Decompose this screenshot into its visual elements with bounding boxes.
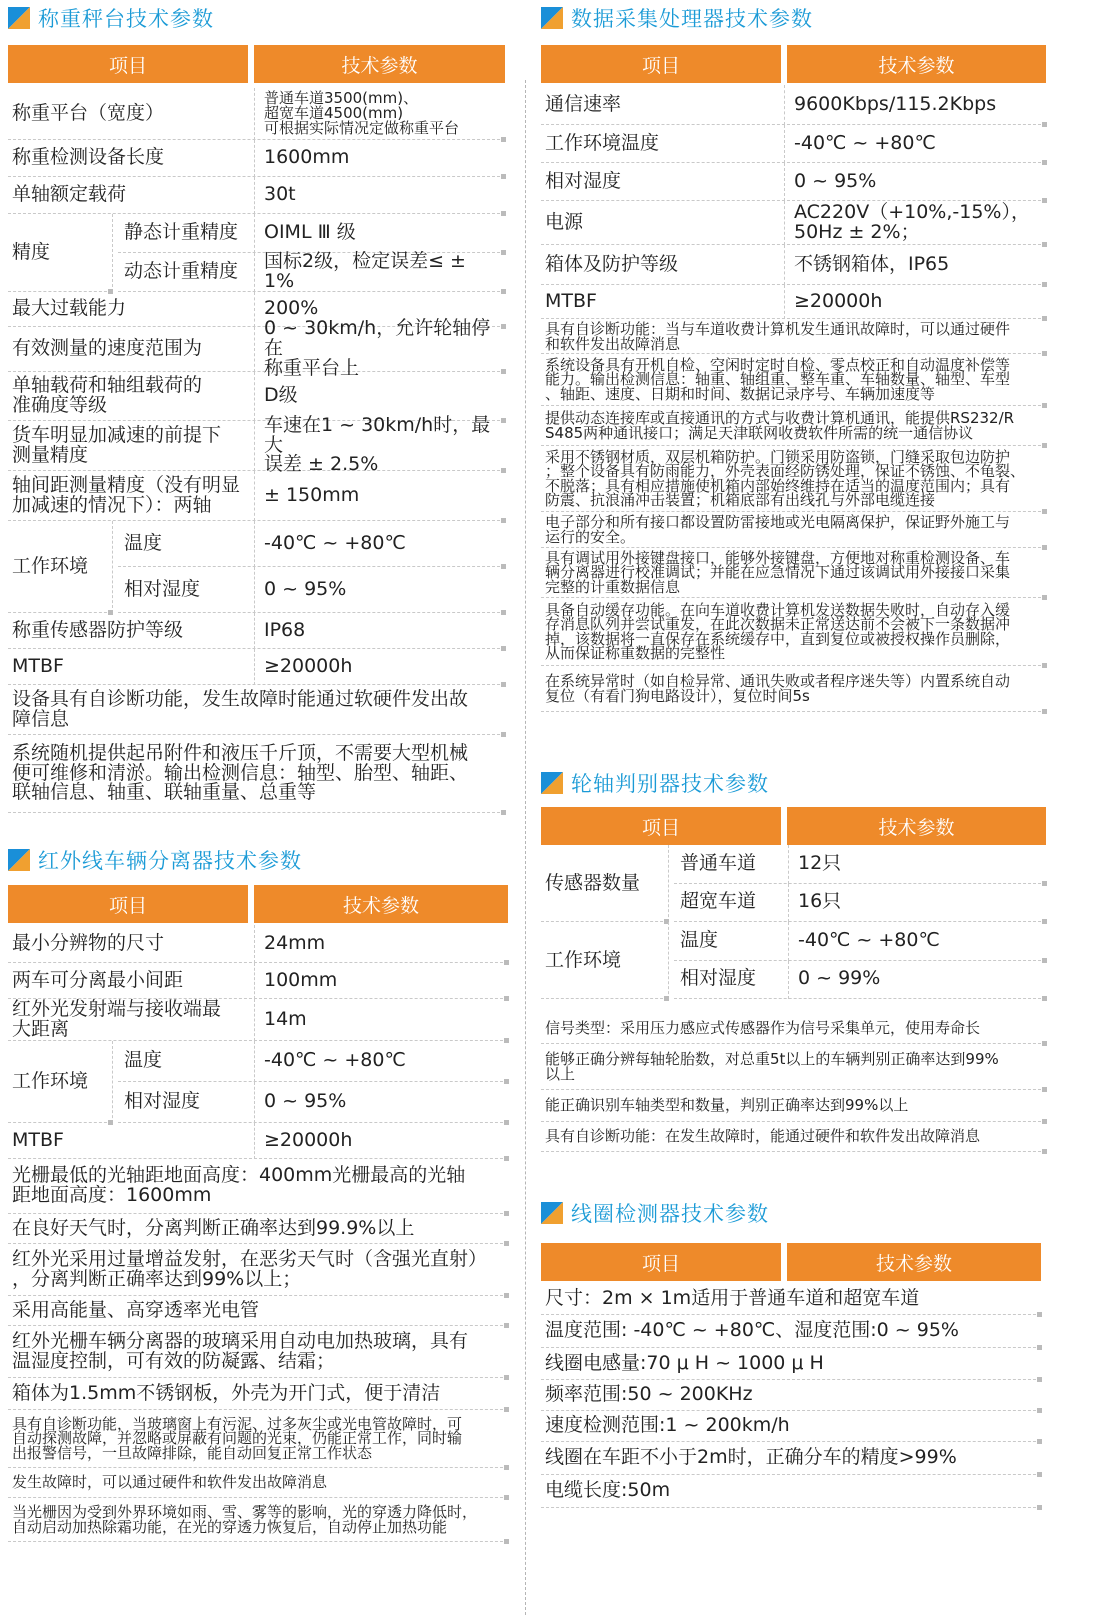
- row-value: 24mm: [264, 931, 326, 954]
- spec-note: [541, 1014, 1046, 1044]
- header-item: 项目: [541, 1243, 781, 1281]
- table-header: [8, 45, 505, 83]
- header-param: 技术参数: [787, 45, 1046, 83]
- spec-note-text: 具有自诊断功能，当玻璃窗上有污泥、过多灰尘或光电管故障时，可 自动探测故障，并忽略或屏蔽有问题的光束，仍能正常工作，同时输 出报警信号，一旦故障排除，能自动回复正常工作状态: [12, 1415, 463, 1462]
- row-value: 0 ~ 95%: [264, 577, 347, 600]
- spec-note-text: 发生故障时，可以通过硬件和软件发出故障消息: [12, 1473, 328, 1492]
- row-value: ≥20000h: [264, 654, 353, 677]
- table-row: [8, 925, 508, 963]
- spec-note-text: 当光栅因为受到外界环境如雨、雪、雾等的影响，光的穿透力降低时， 自动启动加热除霜功能，在光的穿透力恢复后，自动停止加热功能: [12, 1503, 478, 1536]
- row-label: 精度: [12, 241, 51, 264]
- row-value: 0 ~ 95%: [264, 1090, 347, 1113]
- cell-text: AC220V（+10%,-15%）， 50Hz ± 2%；: [794, 200, 1030, 243]
- row-label: 相对湿度: [545, 169, 622, 192]
- cell-divider: [254, 88, 255, 140]
- spec-note-text: 系统设备具有开机自检、空闲时定时自检、零点校正和自动温度补偿等 能力。输出检测信息：轴重、轴组重、整车重、车轴数量、轴型、车型 、轴距、速度、日期和时间、数据记录序号、车辆加速度等: [545, 356, 1011, 403]
- header-item: 项目: [541, 807, 781, 845]
- spec-note: [8, 1214, 508, 1244]
- table-row: [8, 177, 505, 214]
- spec-note-text: 能正确识别车轴类型和数量，判别正确率达到99%以上: [545, 1096, 909, 1115]
- row-sublabel: 普通车道: [680, 851, 757, 874]
- row-label: 工作环境温度: [545, 131, 660, 154]
- table-row: [674, 884, 1046, 923]
- row-value: 14m: [264, 1007, 307, 1030]
- section-title-text: 红外线车辆分离器技术参数: [38, 849, 302, 873]
- spec-note-text: 箱体为1.5mm不锈钢板，外壳为开门式，便于清洁: [12, 1381, 441, 1404]
- spec-note-text: 电缆长度:50m: [545, 1479, 671, 1502]
- spec-note-text: 温度范围: -40℃ ~ +80℃、湿度范围:0 ~ 95%: [545, 1319, 959, 1342]
- spec-note: [541, 1475, 1041, 1508]
- section-title-coil: [541, 1198, 769, 1228]
- spec-note: [8, 1296, 508, 1326]
- table-row: [8, 1123, 508, 1159]
- row-label: 称重检测设备长度: [12, 146, 165, 169]
- table-row: [118, 1041, 508, 1082]
- row-label: [12, 999, 250, 1040]
- header-item: 项目: [541, 45, 781, 83]
- row-label: MTBF: [12, 654, 64, 677]
- row-label: 有效测量的速度范围为: [12, 337, 203, 360]
- spec-note: [8, 1378, 508, 1410]
- row-value: -40℃ ~ +80℃: [264, 531, 406, 554]
- row-label: 工作环境: [12, 1070, 89, 1093]
- table-header: [541, 807, 1046, 845]
- cell-divider: [254, 925, 255, 963]
- row-value: [794, 201, 1042, 244]
- spec-note-text: 在良好天气时，分离判断正确率达到99.9%以上: [12, 1216, 415, 1239]
- row-value: 国标2级，检定误差≤ ± 1%: [264, 250, 466, 292]
- row-value: OIML Ⅲ 级: [264, 221, 356, 244]
- cell-text: 红外光发射端与接收端最 大距离: [12, 997, 222, 1040]
- row-value: -40℃ ~ +80℃: [794, 131, 936, 154]
- table-row: [541, 201, 1046, 245]
- table-row: [8, 317, 505, 379]
- spec-note: [8, 1498, 508, 1542]
- cell-text: 车速在1 ~ 30km/h时，最大 误差 ± 2.5%: [264, 413, 491, 476]
- spec-note: [541, 1380, 1041, 1411]
- spec-note: [541, 1442, 1041, 1475]
- table-row: [674, 845, 1046, 884]
- table-row: [118, 1082, 508, 1123]
- row-sublabel: 动态计重精度: [124, 260, 239, 283]
- spec-note: [541, 1122, 1046, 1152]
- cell-divider: [254, 471, 255, 521]
- row-value: 200%: [264, 297, 319, 320]
- spec-note-text: 线圈电感量:70 μ H ~ 1000 μ H: [545, 1351, 824, 1374]
- spec-note-text: 具备自动缓存功能。在向车道收费计算机发送数据失败时，自动存入缓 存消息队列并尝试重发，在此次数据未正常送达前不会被下一条数据冲 掉，该数据将一直保存在系统缓存中，直到复位或被授权操作员删除， 从而保证称重数据的完整性: [545, 601, 1011, 662]
- row-label: [12, 471, 250, 520]
- row-label: 最大过载能力: [12, 297, 127, 320]
- spec-note: [541, 406, 1046, 446]
- spec-note: [8, 1410, 508, 1468]
- cell-divider: [112, 214, 113, 292]
- table-row: [118, 214, 505, 253]
- cell-divider: [254, 421, 255, 471]
- table-row: [8, 413, 505, 476]
- spec-note: [541, 1411, 1041, 1442]
- spec-note-text: 具有自诊断功能：在发生故障时，能通过硬件和软件发出故障消息: [545, 1127, 981, 1146]
- table-row: [118, 521, 505, 567]
- cell-divider: [784, 245, 785, 285]
- row-sublabel: 温度: [124, 531, 163, 554]
- cell-text: 货车明显加减速的前提下 测量精度: [12, 423, 222, 466]
- spec-note: [8, 685, 505, 735]
- cell-divider: [788, 922, 789, 961]
- table-row-group: [541, 922, 668, 999]
- row-label: [12, 372, 250, 420]
- row-value: 0 ~ 95%: [794, 169, 877, 192]
- cell-divider: [254, 999, 255, 1041]
- table-row: [8, 963, 508, 999]
- row-label: 工作环境: [545, 948, 622, 971]
- cell-text: 轴间距测量精度（没有明显 加减速的情况下）：两轴: [12, 473, 241, 516]
- header-item: 项目: [8, 45, 248, 83]
- row-value: ± 150mm: [264, 483, 360, 506]
- row-value: [264, 413, 501, 476]
- spec-note: [8, 1244, 508, 1296]
- spec-note-text: 具有调试用外接键盘接口，能够外接键盘，方便地对称重检测设备、车 辆分离器进行校准调试；并能在应急情况下通过该调试用外接接口采集 完整的计重数据信息: [545, 549, 1011, 596]
- row-value: 9600Kbps/115.2Kbps: [794, 92, 997, 115]
- row-label: 电源: [545, 210, 584, 233]
- cell-text: 普通车道3500(mm)、 超宽车道4500(mm) 可根据实际情况定做称重平台: [264, 89, 460, 137]
- cell-divider: [254, 327, 255, 372]
- column-divider: [525, 80, 526, 1615]
- row-value: 1600mm: [264, 146, 350, 169]
- table-row: [541, 163, 1046, 201]
- cell-divider: [668, 922, 669, 999]
- table-row-group: [8, 1041, 112, 1123]
- row-label: 传感器数量: [545, 871, 641, 894]
- row-sublabel: 温度: [124, 1049, 163, 1072]
- spec-note: [8, 1326, 508, 1378]
- spec-note-text: 具有自诊断功能：当与车道收费计算机发生通讯故障时，可以通过硬件 和软件发出故障消息: [545, 320, 1011, 353]
- section-title-infrared: [8, 845, 302, 875]
- cell-divider: [254, 963, 255, 999]
- row-value: ≥20000h: [264, 1128, 353, 1151]
- row-value: 100mm: [264, 968, 338, 991]
- spec-note: [541, 1090, 1046, 1122]
- spec-note: [541, 1348, 1041, 1380]
- row-value: [264, 317, 501, 379]
- spec-note-text: 信号类型：采用压力感应式传感器作为信号采集单元，使用寿命长: [545, 1019, 981, 1038]
- section-title-text: 线圈检测器技术参数: [571, 1202, 769, 1226]
- spec-note: [8, 1159, 508, 1214]
- row-sublabel: 温度: [680, 928, 719, 951]
- table-header: [541, 1243, 1041, 1281]
- row-label: 单轴额定载荷: [12, 183, 127, 206]
- spec-note-text: 光栅最低的光轴距地面高度：400mm光栅最高的光轴 距地面高度：1600mm: [12, 1164, 466, 1206]
- spec-note-text: 红外光栅车辆分离器的玻璃采用自动电加热玻璃，具有 温湿度控制，可有效的防凝露、结霜；: [12, 1329, 469, 1372]
- spec-note: [541, 1315, 1041, 1348]
- table-row-group: [541, 845, 668, 922]
- spec-note-text: 设备具有自诊断功能，发生故障时能通过软硬件发出故 障信息: [12, 687, 469, 730]
- cell-divider: [254, 372, 255, 421]
- section-title-icon: [8, 7, 30, 29]
- row-value: 30t: [264, 183, 296, 206]
- spec-note-text: 提供动态连接库或直接通讯的方式与收费计算机通讯，能提供RS232/R S485两种通讯接口；满足天津联网收费软件所需的统一通信协议: [545, 409, 1015, 442]
- header-param: 技术参数: [254, 885, 508, 923]
- table-header: [8, 885, 508, 923]
- cell-divider: [254, 214, 255, 253]
- row-value: -40℃ ~ +80℃: [264, 1049, 406, 1072]
- spec-note-text: 系统随机提供起吊附件和液压千斤顶，不需要大型机械 便可维修和清淤。输出检测信息：轴型、胎型、轴距、 联轴信息、轴重、联轴重量、总重等: [12, 741, 469, 804]
- cell-divider: [254, 292, 255, 327]
- table-row: [8, 613, 505, 649]
- cell-divider: [788, 961, 789, 1000]
- cell-divider: [254, 1041, 255, 1082]
- table-row: [674, 922, 1046, 961]
- section-title-text: 数据采集处理器技术参数: [571, 7, 813, 31]
- section-title-text: 轮轴判别器技术参数: [571, 772, 769, 796]
- spec-note: [541, 320, 1046, 354]
- cell-divider: [254, 1123, 255, 1159]
- row-value: D级: [264, 384, 298, 407]
- header-param: 技术参数: [787, 807, 1046, 845]
- row-sublabel: 相对湿度: [680, 967, 757, 990]
- table-row: [8, 649, 505, 685]
- table-row-group: [8, 521, 112, 613]
- row-value: ≥20000h: [794, 289, 883, 312]
- table-row: [541, 245, 1046, 285]
- spec-note: [541, 1044, 1046, 1090]
- cell-divider: [784, 163, 785, 201]
- cell-divider: [254, 613, 255, 649]
- cell-divider: [254, 140, 255, 177]
- section-title-icon: [541, 772, 563, 794]
- table-row: [8, 999, 508, 1041]
- cell-divider: [112, 1041, 113, 1123]
- section-title-axle: [541, 768, 769, 798]
- row-value: IP68: [264, 618, 306, 641]
- section-title-icon: [541, 7, 563, 29]
- row-label: 两车可分离最小间距: [12, 968, 184, 991]
- spec-note-text: 采用高能量、高穿透率光电管: [12, 1298, 260, 1321]
- spec-note: [541, 1283, 1041, 1315]
- spec-note-text: 速度检测范围:1 ~ 200km/h: [545, 1414, 790, 1437]
- cell-text: 单轴载荷和轴组载荷的 准确度等级: [12, 374, 203, 416]
- table-row: [8, 88, 505, 140]
- table-header: [541, 45, 1046, 83]
- header-item: 项目: [8, 885, 248, 923]
- spec-note: [541, 446, 1046, 512]
- section-title-platform: [8, 3, 214, 33]
- cell-text: 0 ~ 30km/h，允许轮轴停在 称重平台上: [264, 317, 491, 379]
- row-value: [264, 88, 501, 139]
- cell-divider: [254, 253, 255, 292]
- row-sublabel: 静态计重精度: [124, 221, 239, 244]
- row-label: 工作环境: [12, 555, 89, 578]
- cell-divider: [668, 845, 669, 922]
- table-row: [8, 471, 505, 521]
- table-row: [118, 567, 505, 613]
- spec-note-text: 在系统异常时（如自检异常、通讯失败或者程序迷失等）内置系统自动 复位（有看门狗电路设计），复位时间5s: [545, 672, 1011, 705]
- row-value: 不锈钢箱体，IP65: [794, 252, 950, 275]
- cell-divider: [784, 201, 785, 245]
- row-label: MTBF: [545, 289, 597, 312]
- header-param: 技术参数: [787, 1243, 1041, 1281]
- spec-note-text: 红外光采用过量增益发射，在恶劣天气时（含强光直射） ，分离判断正确率达到99%以上；: [12, 1247, 488, 1290]
- row-value: -40℃ ~ +80℃: [798, 928, 940, 951]
- row-label: 最小分辨物的尺寸: [12, 931, 165, 954]
- cell-divider: [254, 177, 255, 214]
- spec-note-text: 频率范围:50 ~ 200KHz: [545, 1383, 753, 1406]
- spec-note: [541, 598, 1046, 666]
- spec-note: [541, 548, 1046, 598]
- row-value: 12只: [798, 851, 842, 874]
- cell-divider: [112, 521, 113, 613]
- spec-note: [541, 666, 1046, 712]
- table-row: [541, 125, 1046, 163]
- header-param: 技术参数: [254, 45, 505, 83]
- table-row: [541, 285, 1046, 319]
- spec-note-text: 采用不锈钢材质，双层机箱防护。门锁采用防盗锁，门缝采取包边防护 ；整个设备具有防雨能力，外壳表面经防锈处理，保证不锈蚀、不龟裂、 不脱落；具有相应措施使机箱内部始终维持在适当的温度范围内；具有 防震、抗浪涌冲击装置；机箱底部有出线孔与外部电缆连接: [545, 448, 1026, 509]
- row-sublabel: 超宽车道: [680, 890, 757, 913]
- row-label: 通信速率: [545, 92, 622, 115]
- row-sublabel: 相对湿度: [124, 577, 201, 600]
- cell-divider: [254, 649, 255, 685]
- section-title-icon: [8, 849, 30, 871]
- row-label: [12, 421, 250, 470]
- spec-note-text: 尺寸：2m × 1m适用于普通车道和超宽车道: [545, 1286, 920, 1309]
- table-row: [118, 250, 505, 292]
- row-sublabel: 相对湿度: [124, 1090, 201, 1113]
- cell-divider: [788, 884, 789, 923]
- row-label: 称重平台（宽度）: [12, 101, 165, 124]
- cell-divider: [784, 85, 785, 125]
- cell-divider: [254, 1082, 255, 1123]
- table-row: [541, 85, 1046, 125]
- cell-divider: [788, 845, 789, 884]
- row-value: 0 ~ 99%: [798, 967, 881, 990]
- row-label: 箱体及防护等级: [545, 252, 679, 275]
- section-title-processor: [541, 3, 813, 33]
- spec-note-text: 能够正确分辨每轴轮胎数，对总重5t以上的车辆判别正确率达到99% 以上: [545, 1050, 999, 1083]
- spec-note: [8, 735, 505, 813]
- spec-note-text: 电子部分和所有接口都设置防雷接地或光电隔离保护，保证野外施工与 运行的安全。: [545, 513, 1011, 546]
- section-title-icon: [541, 1202, 563, 1224]
- spec-note-text: 线圈在车距不小于2m时，正确分车的精度>99%: [545, 1446, 957, 1469]
- cell-divider: [784, 285, 785, 319]
- row-label: MTBF: [12, 1128, 64, 1151]
- spec-note: [541, 512, 1046, 548]
- table-row: [674, 961, 1046, 1000]
- row-value: 16只: [798, 890, 842, 913]
- section-title-text: 称重秤台技术参数: [38, 7, 214, 31]
- table-row-group: [8, 214, 112, 292]
- cell-divider: [784, 125, 785, 163]
- row-label: 称重传感器防护等级: [12, 618, 184, 641]
- spec-note: [8, 1468, 508, 1498]
- cell-divider: [254, 521, 255, 567]
- cell-divider: [254, 567, 255, 613]
- table-row: [8, 140, 505, 177]
- spec-note: [541, 354, 1046, 406]
